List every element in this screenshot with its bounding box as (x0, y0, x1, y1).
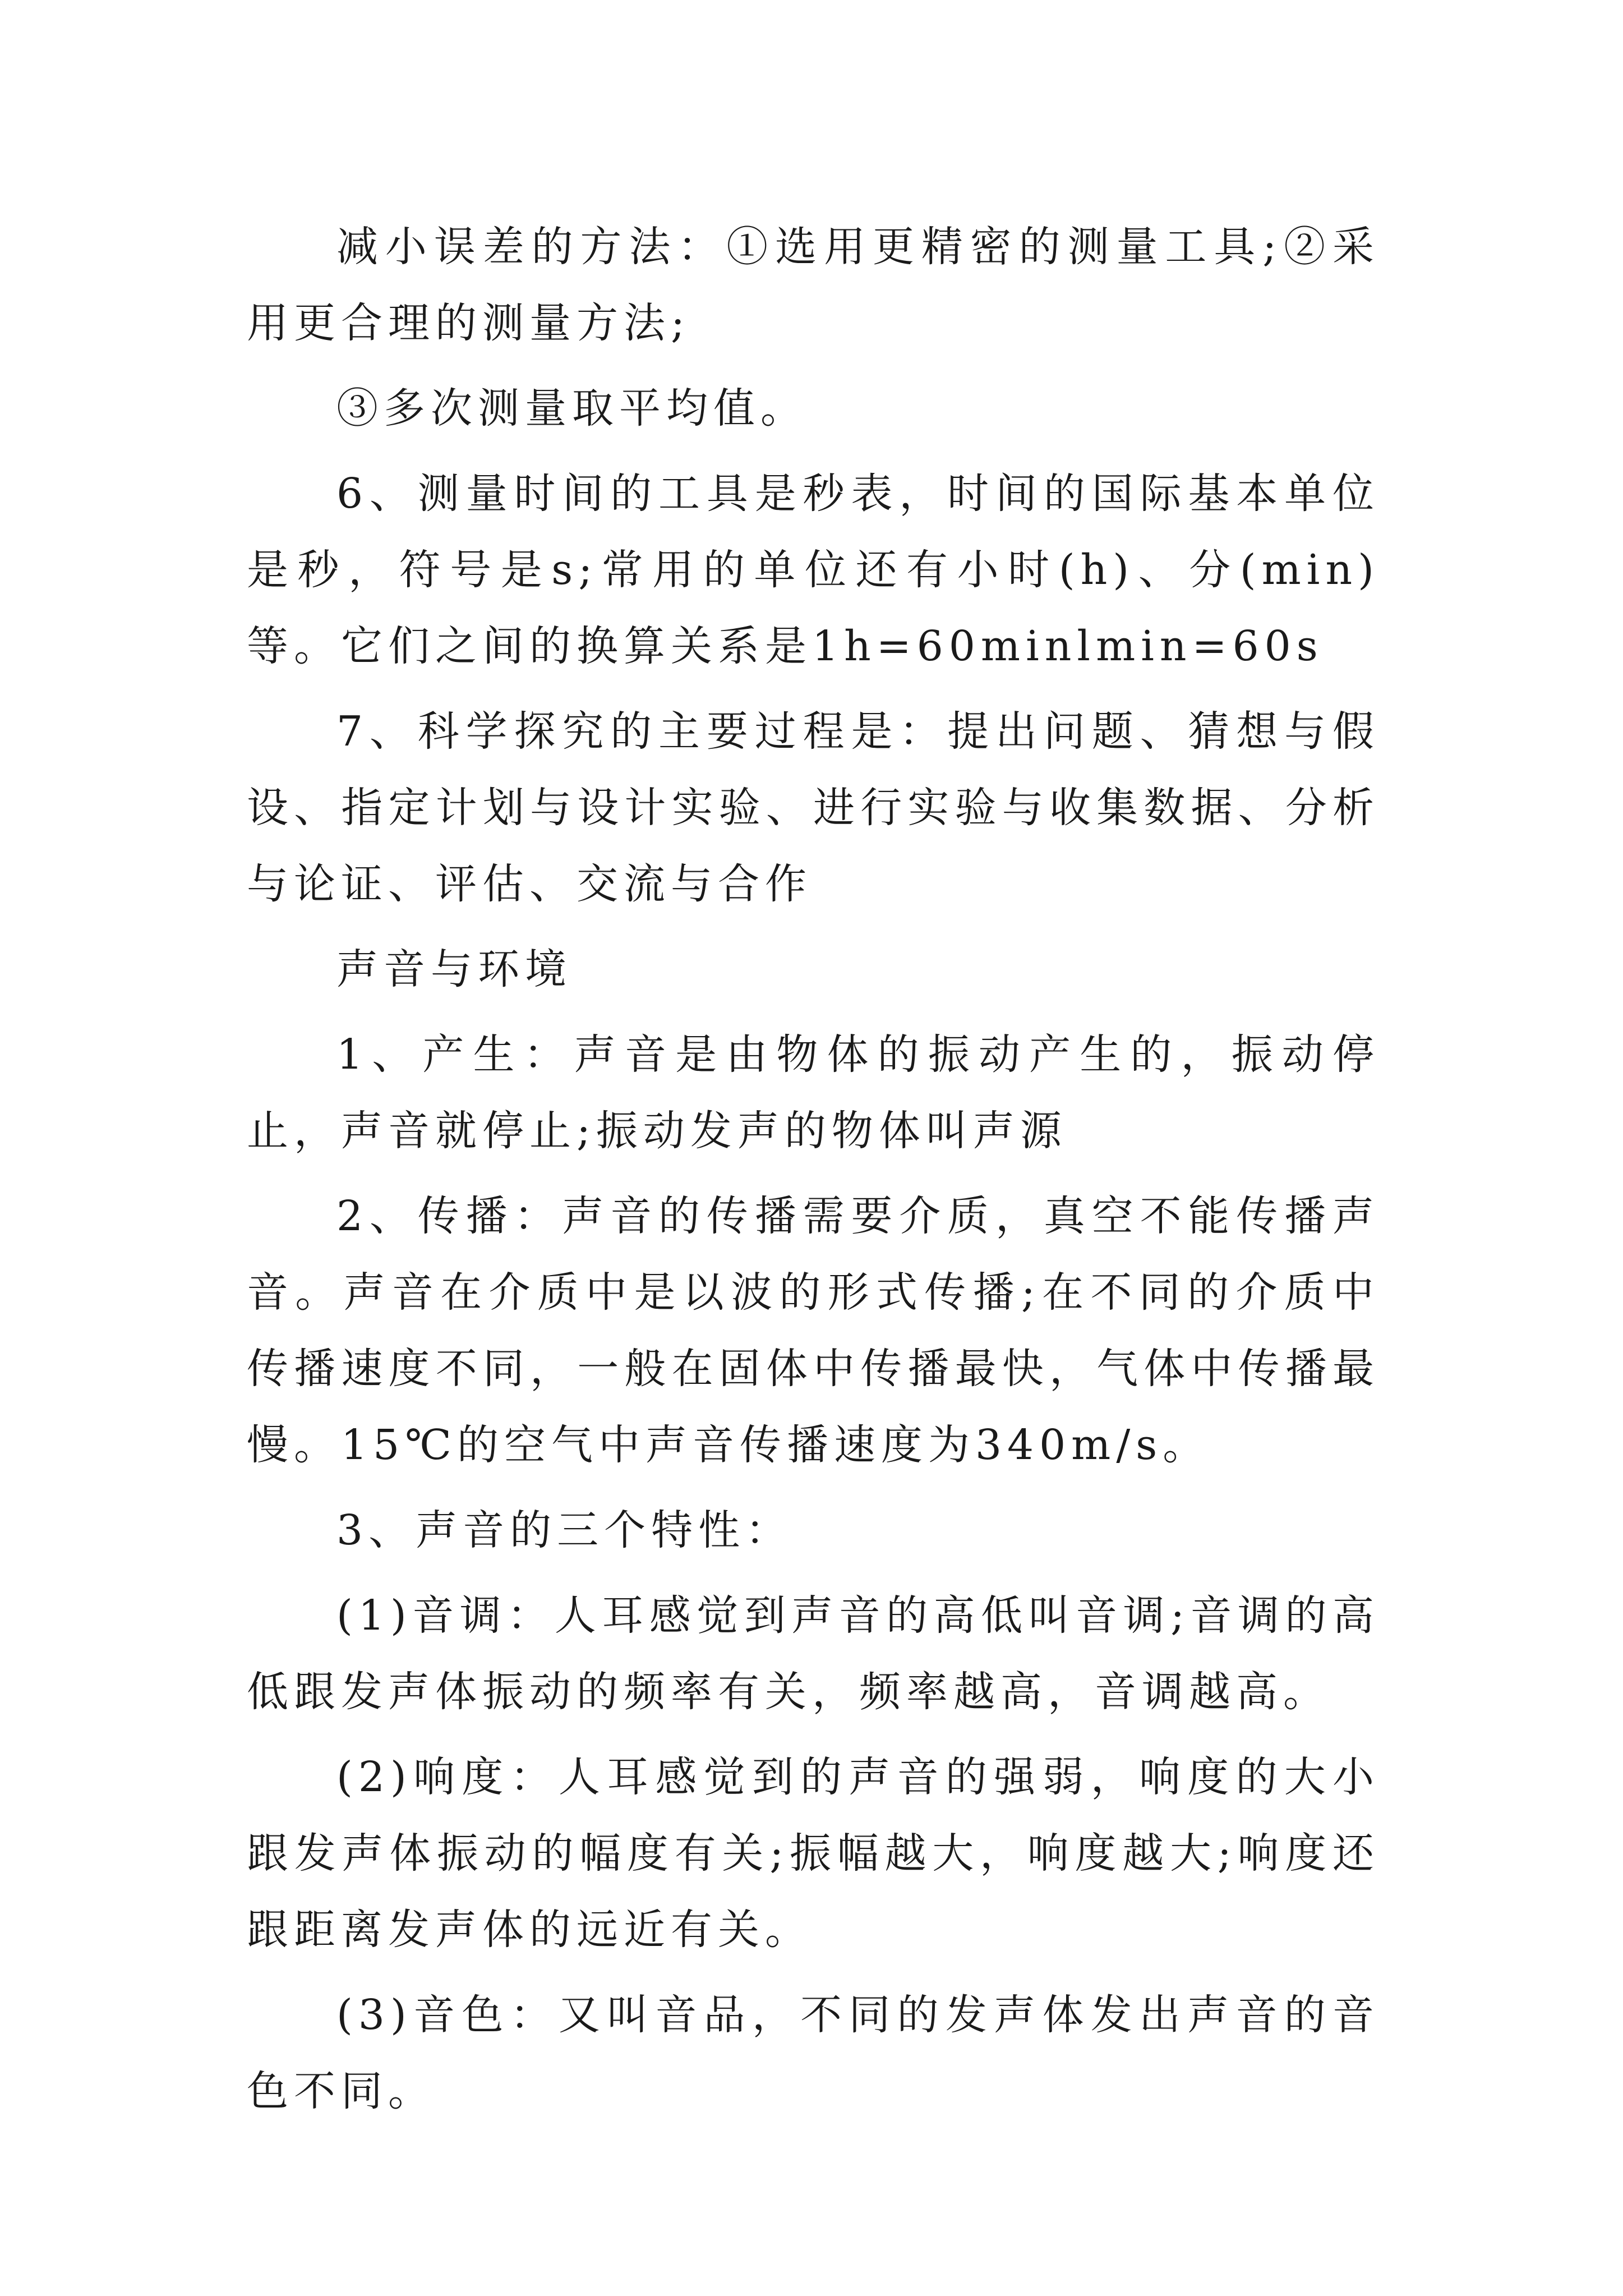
paragraph-multiple-measurements: ③多次测量取平均值。 (336, 384, 808, 432)
paragraph-time-measurement: 6、测量时间的工具是秒表，时间的国际基本单位是秒，符号是s;常用的单位还有小时(h)、分(min)等。它们之间的换算关系是1h=60minlmin=60s (247, 470, 1380, 670)
paragraph-pitch: (1)音调：人耳感觉到声音的高低叫音调;音调的高低跟发声体振动的频率有关，频率越高，音调越高。 (247, 1591, 1380, 1716)
paragraph-sound-production: 1、产生：声音是由物体的振动产生的，振动停止，声音就停止;振动发声的物体叫声源 (247, 1030, 1380, 1155)
paragraph-sound-characteristics: 3、声音的三个特性： (336, 1506, 793, 1554)
paragraph-sound-propagation: 2、传播：声音的传播需要介质，真空不能传播声音。声音在介质中是以波的形式传播;在不同的介质中传播速度不同，一般在固体中传播最快，气体中传播最慢。15℃的空气中声音传播速度为340m/s。 (247, 1192, 1380, 1469)
section-heading-sound-environment: 声音与环境 (336, 945, 572, 993)
paragraph-loudness: (2)响度：人耳感觉到的声音的强弱，响度的大小跟发声体振动的幅度有关;振幅越大，响度越大;响度还跟距离发声体的远近有关。 (247, 1753, 1380, 1954)
paragraph-scientific-inquiry: 7、科学探究的主要过程是：提出问题、猜想与假设、指定计划与设计实验、进行实验与收集数据、分析与论证、评估、交流与合作 (247, 707, 1380, 908)
paragraph-error-reduction-methods: 减小误差的方法：①选用更精密的测量工具;②采用更合理的测量方法; (247, 223, 1380, 347)
paragraph-timbre: (3)音色：又叫音品，不同的发声体发出声音的音色不同。 (247, 1991, 1380, 2115)
document-body (247, 209, 1380, 2138)
